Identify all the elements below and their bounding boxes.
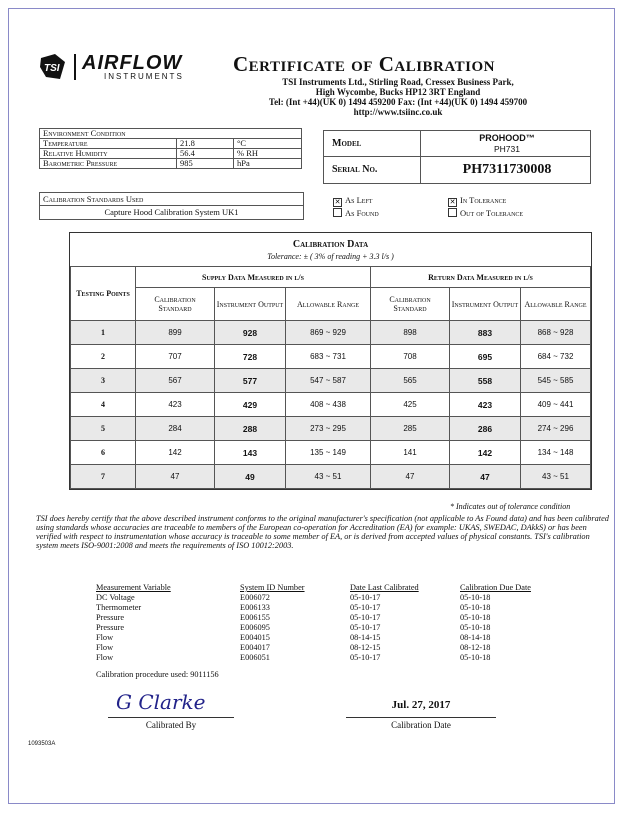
return-standard-cell: 898 [371, 321, 450, 345]
supply-standard-cell: 899 [136, 321, 215, 345]
table-row [40, 159, 302, 169]
supply-range-cell: 43 ~ 51 [286, 465, 371, 489]
supply-range-cell: 869 ~ 929 [286, 321, 371, 345]
in-tolerance-option [448, 195, 506, 207]
supply-output-cell: 728 [215, 345, 286, 369]
return-standard-cell: 141 [371, 441, 450, 465]
supply-output-cell: 49 [215, 465, 286, 489]
return-range-cell: 274 ~ 296 [521, 417, 591, 441]
supply-standard-cell: 142 [136, 441, 215, 465]
cell: 05-10-18 [460, 593, 491, 602]
return-output-cell: 47 [450, 465, 521, 489]
supply-standard-cell: 567 [136, 369, 215, 393]
point-cell: 5 [71, 417, 136, 441]
env-label: Relative Humidity [40, 149, 177, 159]
return-range-cell: 409 ~ 441 [521, 393, 591, 417]
table-row [96, 643, 531, 653]
cell: Pressure [96, 623, 125, 632]
env-unit: hPa [234, 159, 302, 169]
cell: 05-10-17 [350, 653, 381, 662]
calibration-date-label: Calibration Date [391, 720, 451, 730]
table-row [96, 613, 531, 623]
checkbox-label: Out of Tolerance [460, 208, 524, 218]
return-range-cell: 43 ~ 51 [521, 465, 591, 489]
point-cell: 1 [71, 321, 136, 345]
cell: Flow [96, 643, 114, 652]
date-line [346, 717, 496, 718]
env-label: Temperature [40, 139, 177, 149]
cell: Flow [96, 653, 114, 662]
return-range-cell: 545 ~ 585 [521, 369, 591, 393]
table-row [96, 623, 531, 633]
table-row [71, 417, 591, 441]
return-range-cell: 684 ~ 732 [521, 345, 591, 369]
certification-statement: TSI does hereby certify that the above described instrument conforms to the original manufacturer's specification (not applicable to As Found data) and has been calibrated using standards whose accuracies are traceable to members of the European co-operation for Accreditation (EA) for example: UKAS, SWEDAC, DAkkS) or has been verified with respect to instrumentation whose accuracy is traceable to some member of EA, or is derived from accepted values of physical constants. TSI's calibration system meets ISO-9001:2008 and meets the requirements of ISO 10012:2003. [36, 514, 609, 550]
supply-range-cell: 683 ~ 731 [286, 345, 371, 369]
col-header: Calibration Standard [371, 288, 450, 321]
checkbox-checked[interactable]: ✕ [334, 198, 341, 206]
env-value: 56.4 [177, 149, 234, 159]
signature-line [108, 717, 234, 718]
return-output-cell: 142 [450, 441, 521, 465]
col-header: Instrument Output [215, 288, 286, 321]
cell: E006072 [240, 593, 270, 602]
env-unit: % RH [234, 149, 302, 159]
address-line: Tel: (Int +44)(UK 0) 1494 459200 Fax: (Int +44)(UK 0) 1494 459700 [268, 97, 528, 107]
address-line: High Wycombe, Bucks HP12 3RT England [315, 87, 481, 97]
table-row [71, 345, 591, 369]
supply-range-cell: 408 ~ 438 [286, 393, 371, 417]
cell: 05-10-17 [350, 623, 381, 632]
table-header-row [96, 583, 531, 593]
point-cell: 4 [71, 393, 136, 417]
cell: 05-10-17 [350, 593, 381, 602]
cell: DC Voltage [96, 593, 135, 602]
table-subheader-row [71, 288, 591, 321]
standards-value: Capture Hood Calibration System UK1 [104, 207, 239, 217]
checkbox-label: As Found [345, 208, 379, 218]
supply-range-cell: 273 ~ 295 [286, 417, 371, 441]
cell: Pressure [96, 613, 125, 622]
point-cell: 6 [71, 441, 136, 465]
table-header-row [71, 267, 591, 288]
cell: E004015 [240, 633, 270, 642]
return-output-cell: 558 [450, 369, 521, 393]
cell: 05-10-17 [350, 613, 381, 622]
calibration-table [70, 266, 591, 489]
supply-header: Supply Data Measured in l/s [136, 267, 371, 288]
model-row [324, 131, 590, 157]
standards-heading: Calibration Standards Used [43, 194, 144, 204]
table-row [96, 593, 531, 603]
return-output-cell: 423 [450, 393, 521, 417]
cell: Thermometer [96, 603, 142, 612]
cell: 08-14-15 [350, 633, 381, 642]
as-left-option [333, 195, 372, 207]
supply-output-cell: 577 [215, 369, 286, 393]
cell: Flow [96, 633, 114, 642]
out-of-tolerance-option [448, 208, 523, 218]
return-standard-cell: 708 [371, 345, 450, 369]
supply-output-cell: 928 [215, 321, 286, 345]
supply-standard-cell: 707 [136, 345, 215, 369]
environment-table [39, 128, 302, 169]
cell: E006155 [240, 613, 270, 622]
return-standard-cell: 285 [371, 417, 450, 441]
col-header: Allowable Range [286, 288, 371, 321]
point-cell: 2 [71, 345, 136, 369]
cell: 05-10-18 [460, 623, 491, 632]
cell: E006095 [240, 623, 270, 632]
table-row [71, 441, 591, 465]
table-row [71, 369, 591, 393]
return-standard-cell: 565 [371, 369, 450, 393]
website-link[interactable]: http://www.tsiinc.co.uk [353, 107, 443, 117]
serial-label: Serial No. [332, 164, 378, 175]
return-standard-cell: 425 [371, 393, 450, 417]
table-row [96, 653, 531, 663]
cell: 08-12-15 [350, 643, 381, 652]
env-unit: °C [234, 139, 302, 149]
cell: 05-10-18 [460, 603, 491, 612]
table-row [71, 321, 591, 345]
return-standard-cell: 47 [371, 465, 450, 489]
supply-standard-cell: 423 [136, 393, 215, 417]
env-value: 985 [177, 159, 234, 169]
col-header: Allowable Range [521, 288, 591, 321]
serial-value: PH7311730008 [462, 162, 552, 177]
supply-range-cell: 547 ~ 587 [286, 369, 371, 393]
checkbox-label: In Tolerance [460, 195, 507, 205]
point-cell: 7 [71, 465, 136, 489]
checkbox-checked[interactable]: ✕ [449, 198, 456, 206]
logo-divider [74, 54, 76, 80]
return-output-cell: 883 [450, 321, 521, 345]
tolerance-footnote: * Indicates out of tolerance condition [450, 502, 571, 511]
table-row [40, 139, 302, 149]
cell: 08-14-18 [460, 633, 491, 642]
col-header: Date Last Calibrated [350, 583, 419, 592]
tolerance-note: Tolerance: ± ( 3% of reading + 3.3 l/s ) [267, 252, 394, 261]
environment-heading: Environment Condition [40, 129, 302, 139]
logo-subtext: INSTRUMENTS [104, 72, 184, 81]
point-cell: 3 [71, 369, 136, 393]
certificate-title: Certificate of Calibration [233, 52, 495, 76]
col-header: Calibration Standard [136, 288, 215, 321]
checkbox-label: As Left [345, 195, 373, 205]
col-header: Calibration Due Date [460, 583, 531, 592]
model-label: Model [332, 138, 362, 149]
calibrated-by-label: Calibrated By [145, 720, 197, 730]
col-header: Instrument Output [450, 288, 521, 321]
return-header: Return Data Measured in l/s [371, 267, 591, 288]
cell: 05-10-17 [350, 603, 381, 612]
model-serial-box [323, 130, 591, 184]
as-found-option [333, 208, 379, 218]
supply-output-cell: 288 [215, 417, 286, 441]
standards-box [39, 192, 304, 220]
model-sub: PH731 [494, 144, 520, 154]
calibration-title: Calibration Data [292, 239, 369, 250]
cell: E004017 [240, 643, 270, 652]
return-range-cell: 134 ~ 148 [521, 441, 591, 465]
logo-text: AIRFLOW [82, 52, 183, 74]
env-label: Barometric Pressure [40, 159, 177, 169]
checkbox-unchecked[interactable] [333, 208, 342, 217]
divider [420, 131, 421, 156]
table-row [40, 149, 302, 159]
supply-range-cell: 135 ~ 149 [286, 441, 371, 465]
supply-standard-cell: 284 [136, 417, 215, 441]
address-line: TSI Instruments Ltd., Stirling Road, Cressex Business Park, [282, 77, 514, 87]
return-range-cell: 868 ~ 928 [521, 321, 591, 345]
cell: E006133 [240, 603, 270, 612]
checkbox-unchecked[interactable] [448, 208, 457, 217]
svg-text:TSI: TSI [44, 63, 60, 74]
supply-output-cell: 143 [215, 441, 286, 465]
supply-output-cell: 429 [215, 393, 286, 417]
document-number: 1093503A [28, 741, 56, 747]
col-header: Measurement Variable [96, 583, 171, 592]
measurement-table [96, 583, 531, 663]
cell: 05-10-18 [460, 613, 491, 622]
testing-points-header: Testing Points [71, 267, 136, 321]
cell: E006051 [240, 653, 270, 662]
env-value: 21.8 [177, 139, 234, 149]
table-row [71, 465, 591, 489]
calibration-procedure: Calibration procedure used: 9011156 [96, 670, 219, 679]
table-row [71, 393, 591, 417]
table-row [96, 633, 531, 643]
calibration-date-value: Jul. 27, 2017 [391, 699, 451, 711]
table-row [96, 603, 531, 613]
cell: 08-12-18 [460, 643, 491, 652]
return-output-cell: 695 [450, 345, 521, 369]
divider [420, 157, 421, 183]
col-header: System ID Number [240, 583, 305, 592]
signature: G Clarke [116, 690, 206, 714]
tsi-logo-icon [38, 52, 68, 82]
company-address [232, 77, 564, 117]
model-value: PROHOOD™ [479, 133, 535, 143]
calibration-data-section [69, 232, 592, 490]
supply-standard-cell: 47 [136, 465, 215, 489]
serial-row [324, 157, 590, 183]
return-output-cell: 286 [450, 417, 521, 441]
cell: 05-10-18 [460, 653, 491, 662]
